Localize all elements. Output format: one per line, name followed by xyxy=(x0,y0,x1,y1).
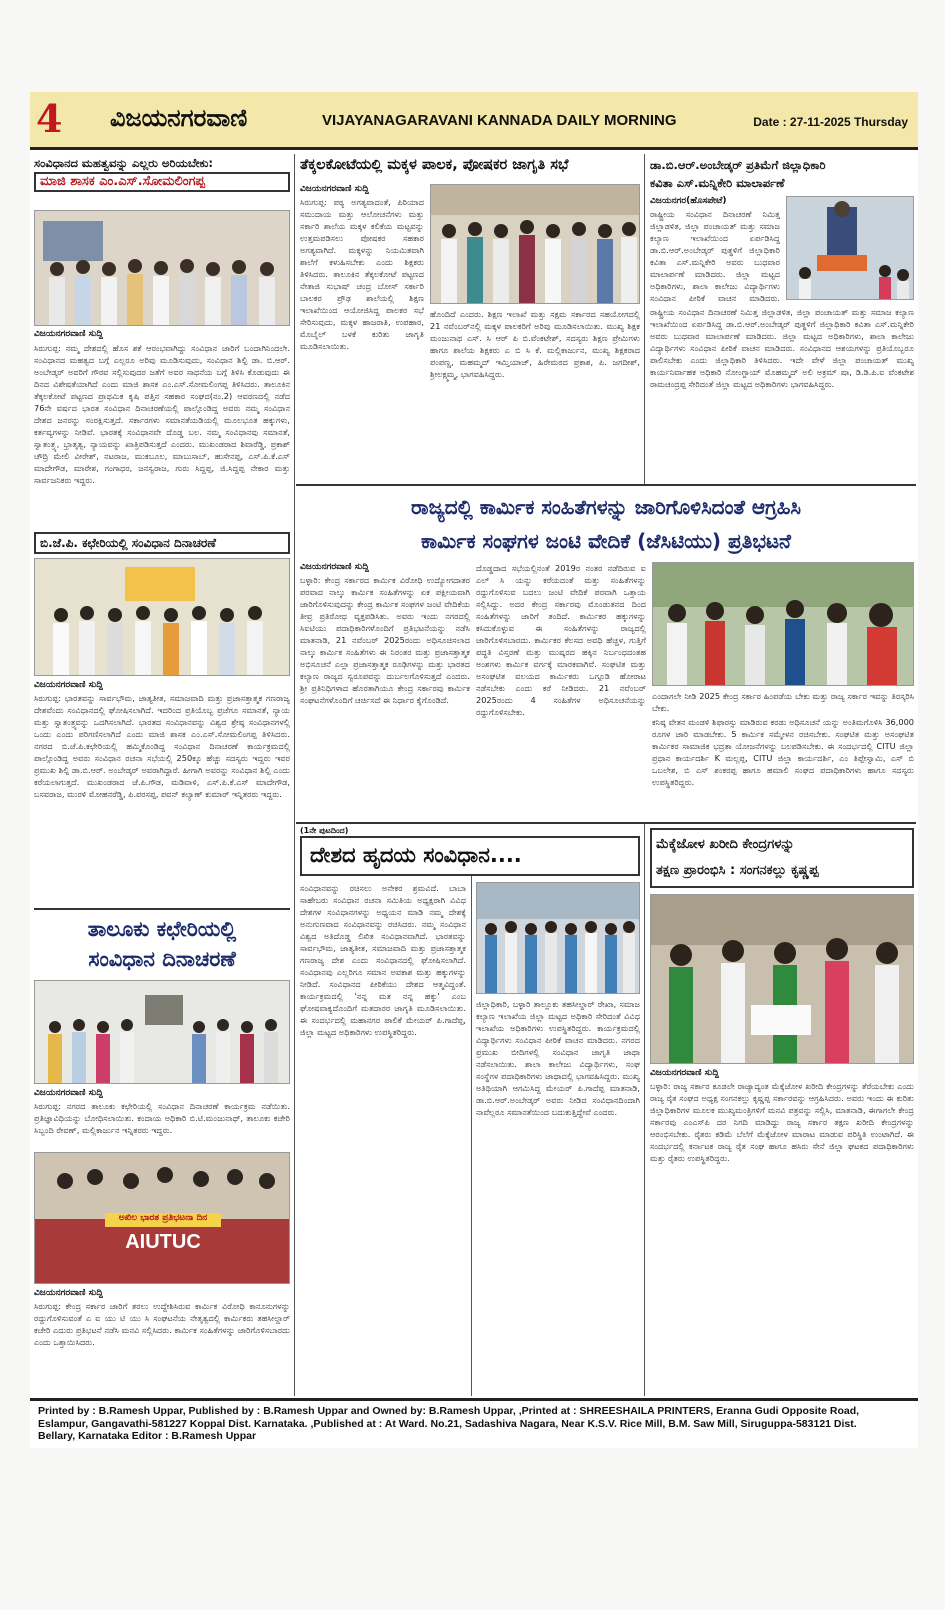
article-body: ಸಂವಿಧಾನವನ್ನು ರಚಿಸಲು ಅನೇಕರ ಶ್ರಮವಿದೆ. ಬಾಬಾ ಸಾಹೇಬರು ಸಂವಿಧಾನ ರಚನಾ ಸಮಿತಿಯ ಅಧ್ಯಕ್ಷರಾಗಿ ವಿವಿಧ ದೇಶಗಳ ಸಂವಿಧಾನಗಳನ್ನು ಅಧ್ಯಯನ ಮಾಡಿ ನಮ್ಮ ದೇಶಕ್ಕೆ ಅನುಗುಣವಾದ ಸಂವಿಧಾನವನ್ನು ರಚಿಸಿದರು. ನಮ್ಮ ಸಂವಿಧಾನ ವಿಶ್ವದ ಅತಿದೊಡ್ಡ ಲಿಖಿತ ಸಂವಿಧಾನವಾಗಿದೆ. ಭಾರತವನ್ನು ಸಾರ್ವಭೌಮ, ಜಾತ್ಯತೀತ, ಸಮಾಜವಾದಿ ಮತ್ತು ಪ್ರಜಾಸತ್ತಾತ್ಮಕ ಗಣರಾಜ್ಯ ದೇಶ ಎಂದು ಸಂವಿಧಾನದಲ್ಲಿ ಘೋಷಿಸಲಾಗಿದೆ. ಸಂವಿಧಾನವು ಎಲ್ಲರಿಗೂ ಸಮಾನ ಅವಕಾಶ ಮತ್ತು ಹಕ್ಕುಗಳನ್ನು ನೀಡಿದೆ. ಸಂವಿಧಾನದ ಪೀಠಿಕೆಯು ದೇಶದ ಆತ್ಮವಿದ್ದಂತೆ. ಕಾರ್ಯಕ್ರಮದಲ್ಲಿ 'ನನ್ನ ಮತ ನನ್ನ ಹಕ್ಕು' ಎಂಬ ಘೋಷವಾಕ್ಯದೊಂದಿಗೆ ಮತದಾರರ ಜಾಗೃತಿ ಮೂಡಿಸಲಾಯಿತು. ಈ ಸಂದರ್ಭದಲ್ಲಿ ಮಹಾನಗರ ಪಾಲಿಕೆ ಮೇಯರ್ ಪಿ.ಗಾದೆಪ್ಪ, ಜಿಲ್ಲಾ ಮಟ್ಟದ ಅಧಿಕಾರಿಗಳು ಉಪಸ್ಥಿತರಿದ್ದರು. xyxy=(300,883,466,1037)
article-body: ಸಿರುಗುಪ್ಪ: ಭಾರತವನ್ನು ಸಾರ್ವಭೌಮ, ಜಾತ್ಯತೀತ, ಸಮಾಜವಾದಿ ಮತ್ತು ಪ್ರಜಾಸತ್ತಾತ್ಮಕ ಗಣರಾಜ್ಯ ದೇಶವೆಂದು ಸಂವಿಧಾನದಲ್ಲಿ ಘೋಷಿಸಲಾಗಿದೆ. ಇದರಿಂದ ಪ್ರತಿಯೊಬ್ಬ ಪ್ರಜೆಗೂ ಸಮಾನತೆ, ನ್ಯಾಯ ಮತ್ತು ಸ್ವಾತಂತ್ರ್ಯವನ್ನು ಒದಗಿಸಲಾಗಿದೆ. ಭಾರತದ ಸಂವಿಧಾನವನ್ನು ವಿಶ್ವದ ಶ್ರೇಷ್ಠ ಸಂವಿಧಾನಗಳಲ್ಲಿ ಒಂದು ಎಂದು ಪರಿಗಣಿಸಲಾಗಿದೆ ಎಂದು ಮಾಜಿ ಶಾಸಕ ಎಂ.ಎಸ್.ಸೋಮಲಿಂಗಪ್ಪ ತಿಳಿಸಿದರು. ನಗರದ ಬಿ.ಜೆ.ಪಿ.ಕಛೇರಿಯಲ್ಲಿ ಹಮ್ಮಿಕೊಂಡಿದ್ದ ಸಂವಿಧಾನ ದಿನಾಚರಣೆ ಕಾರ್ಯಕ್ರಮದಲ್ಲಿ ಪಾಲ್ಗೊಂಡಿದ್ದ ಅವರು ಸಂವಿಧಾನ ರಚನಾ ಸಭೆಯಲ್ಲಿ 250ಕ್ಕೂ ಹೆಚ್ಚು ಸದಸ್ಯರು ಇದ್ದರು ಇವರ ಪ್ರಮುಖ ಶಿಲ್ಪಿ ಡಾ.ಬಿ.ಆರ್. ಅಂಬೇಡ್ಕರ್ ಅವರಾಗಿದ್ದಾರೆ. ಹೀಗಾಗಿ ಅವರನ್ನು ಸಂವಿಧಾನ ಶಿಲ್ಪಿ ಎಂದು ಕರೆಯಲಾಗುತ್ತದೆ. ಮುಖಂಡರಾದ ಜೆ.ಪಿ.ಗೌಡ, ಮಡಿವಾಳಿ, ಎಸ್.ಪಿ.ಕೆ.ಎಸ್ ಮಾದೇಗೌಡ, ಬಸವರಾಜ, ಮುರಳಿ ಮೋಹನರೆಡ್ಡಿ, ಪಿ.ಪರಸಪ್ಪ, ಪವನ್ ಕಲ್ಯಾಣ್ ಕುಮಾರ್ ಇನ್ನಿತರರು ಇದ್ದರು. xyxy=(34,693,290,799)
masthead xyxy=(30,92,918,150)
article-body: ಬಳ್ಳಾರಿ: ಕೇಂದ್ರ ಸರ್ಕಾರದ ಕಾರ್ಮಿಕ ವಿರೋಧಿ ಉದ್ಯೋಗದಾತರ ಪರವಾದ ನಾಲ್ಕು ಕಾರ್ಮಿಕ ಸಂಹಿತೆಗಳನ್ನು ಏಕ ಪಕ್ಷೀಯವಾಗಿ ಜಾರಿಗೊಳಿಸುವುದನ್ನು ಕೇಂದ್ರ ಕಾರ್ಮಿಕ ಸಂಘಗಳ ಜಂಟಿ ವೇದಿಕೆಯ ತೀವ್ರ ಪ್ರತಿರೋಧ ವ್ಯಕ್ತಪಡಿಸಿತು. ಅವರು ಇಂದು ನಗರದಲ್ಲಿ ಸಿಐಟಿಯು ಪದಾಧಿಕಾರಿಗಳೊಂದಿಗೆ ಪ್ರತಿಭಟನೆಯನ್ನು ನಡೆಸಿ ಮಾತನಾಡಿ, 21 ನವೆಂಬರ್ 2025ರಂದು ಅಧಿಸೂಚಿಸಲಾದ ನಾಲ್ಕು ಕಾರ್ಮಿಕ ಸಂಹಿತೆಗಳು ಈ ನಿರಂತರ ಮತ್ತು ಪ್ರಜಾಸತ್ತಾತ್ಮಕ ಅಭಿಸೂಚನೆ ಎಲ್ಲಾ ಪ್ರಜಾಸತ್ತಾತ್ಮಕ ರೂಢಿಗಳನ್ನು ಮತ್ತು ಭಾರತದ ಕಲ್ಯಾಣ ರಾಜ್ಯದ ಸ್ವರೂಪವನ್ನು ದುರ್ಬಲಗೊಳಿಸುತ್ತದೆ ಎಂದರು. ಶ್ರೀ ಪ್ರತಿನಿಧಿಗಳಾದ ಹೊರತಾಗಿಯೂ ಕೇಂದ್ರ ಸರ್ಕಾರವು ಕಾರ್ಮಿಕ ಸಂಘಟನೆಗಳೊಂದಿಗೆ ಚರ್ಚಿಸದೆ ಈ ನಿರ್ಧಾರ ಕೈಗೊಂಡಿದೆ. xyxy=(300,575,470,705)
article-dateline: ವಿಜಯನಗರವಾಣಿ ಸುದ್ದಿ xyxy=(34,1088,103,1098)
statue-photo-illustration xyxy=(787,197,914,300)
article-dateline: ವಿಜಯನಗರ(ಹೊಸಪೇಟೆ) xyxy=(650,196,727,206)
headline-line-1: ಮೆಕ್ಕೆಜೋಳ ಖರೀದಿ ಕೇಂದ್ರಗಳನ್ನು xyxy=(656,837,795,852)
column-separator xyxy=(644,822,645,1396)
column-separator xyxy=(294,154,295,484)
imprint-line-2: Eslampur, Gangavathi-581227 Koppal Dist. Karnataka. ,Published at : At Ward. No.21, Sadashiva Nagara, Near K.S.V. Rice Mill, B.M. Saw Mill, Siruguppa-583121 Dist. xyxy=(38,1417,857,1430)
article-body: ದೊಡ್ಡದಾದ ಸಭೆಯಲ್ಲಿನಂತೆ 2019ರ ನಂತರ ನಡೆದಿರುವ ಐ ಎಲ್ ಸಿ ಯನ್ನು ಕರೆಯದಂತೆ ಮತ್ತು ಸಂಹಿತೆಗಳನ್ನು ರದ್ದುಗೊಳಿಸುವ ಬದಲು ಜಂಟಿ ವೇದಿಕೆ ಪರವಾಗಿ ಒತ್ತಾಯ ಸಲ್ಲಿಸಿದ್ದು. ಅದರ ಕೇಂದ್ರ ಸರ್ಕಾರವು ಮೊಂಡುತನದ ದಿಂದ ಸಂಹಿತೆಗಳನ್ನು ಜಾರಿಗೆ ತಂದಿದೆ. ಕಾರ್ಮಿಕರ ಹಕ್ಕುಗಳನ್ನು ಕಸಿದುಕೊಳ್ಳುವ ಈ ಸಂಹಿತೆಗಳನ್ನು ರಾಜ್ಯದಲ್ಲಿ ಜಾರಿಗೊಳಿಸಬಾರದು. ಕಾರ್ಮಿಕರ ಕೆಲಸದ ಅವಧಿ ಹೆಚ್ಚಳ, ಗುತ್ತಿಗೆ ಪದ್ಧತಿ ವಿಸ್ತರಣೆ ಮತ್ತು ಮುಷ್ಕರದ ಹಕ್ಕಿನ ನಿರ್ಬಂಧದಂತಹ ಅಂಶಗಳು ಕಾರ್ಮಿಕ ವರ್ಗಕ್ಕೆ ಮಾರಕವಾಗಿವೆ. ಸಂಘಟಿತ ಮತ್ತು ಅಸಂಘಟಿತ ವಲಯದ ಕಾರ್ಮಿಕರು ಒಗ್ಗೂಡಿ ಹೋರಾಟ ನಡೆಸಬೇಕು ಎಂದು ಕರೆ ನೀಡಿದರು. 21 ನವೆಂಬರ್ 2025ರಂದು 4 ಸಂಹಿತೆಗಳ ಅಧಿಸೂಚನೆಯನ್ನು ರದ್ದುಗೊಳಿಸಬೇಕು. xyxy=(476,563,646,717)
article-body: ಸಿರುಗುಪ್ಪ: ಪಠ್ಯ ಅಗತ್ಯವಾದಂತೆ, ಪಿಠಿಯಾದ ಸಮುದಾಯ ಮತ್ತು ಆಲೋಚನೆಗಳು ಮತ್ತು ಸರ್ಕಾರಿ ಶಾಲೆಯ ಮಕ್ಕಳ ಕಲಿಕೆಯ ಮಟ್ಟವನ್ನು ಉತ್ತಮಪಡಿಸಲು ಪೋಷಕರ ಸಹಕಾರ ಅಗತ್ಯವಾಗಿದೆ. ಮಕ್ಕಳನ್ನು ನಿಯಮಿತವಾಗಿ ಶಾಲೆಗೆ ಕಳುಹಿಸಬೇಕು ಎಂದು ಶಿಕ್ಷಕರು ತಿಳಿಸಿದರು. ತಾಲೂಕಿನ ತೆಕ್ಕಲಕೋಟೆ ಪಟ್ಟಣದ ನೇತಾಜಿ ಸುಭಾಷ್ ಚಂದ್ರ ಬೋಸ್ ಸರ್ಕಾರಿ ಬಾಲಕರ ಪ್ರೌಢ ಶಾಲೆಯಲ್ಲಿ ಶಿಕ್ಷಣ ಇಲಾಖೆಯಿಂದ ಆಯೋಜಿಸಿದ್ದ ಪಾಲಕರ ಸಭೆ ಸೇರಿಸುವುದು, ಮಕ್ಕಳ ಹಾಜರಾತಿ, ಉಪಹಾರ, ಮೊಬೈಲ್ ಬಳಕೆ ಕುರಿತು ಜಾಗೃತಿ ಮೂಡಿಸಲಾಯಿತು. xyxy=(300,197,424,351)
group-photo-illustration xyxy=(35,211,290,326)
article-body: ಸಿರುಗುಪ್ಪ: ನಮ್ಮ ದೇಶದಲ್ಲಿ ಹೊಸ ಶಕೆ ಆರಂಭವಾಗಿದ್ದು ಸಂವಿಧಾನ ಜಾರಿಗೆ ಬಂದಾಗಿನಿಂದಲೇ. ಸಂವಿಧಾನದ ಮಹತ್ವದ ಬಗ್ಗೆ ಎಲ್ಲರೂ ಅರಿವು ಮೂಡಿಸುವುದು, ಸಂವಿಧಾನ ಶಿಲ್ಪಿ ಡಾ. ಬಿ.ಆರ್. ಅಂಬೇಡ್ಕರ್ ಅವರಿಗೆ ಗೌರವ ಸಲ್ಲಿಸುವುದರ ಜತೆಗೆ ಅವರ ಸಾಧನೆಯ ಬಗ್ಗೆ ತಿಳಿಸಿ ಕೊಡುವುದು ಈ ದಿನದ ವಿಶೇಷತೆಯಾಗಿದೆ ಎಂದು ಮಾಜಿ ಶಾಸಕ ಎಂ.ಎಸ್.ಸೋಮಲಿಂಗಪ್ಪ ತಿಳಿಸಿದರು. ತಾಲೂಕಿನ ತೆಕ್ಕಲಕೋಟೆ ಪಟ್ಟಣದ ಪ್ರಾಥಮಿಕ ಕೃಷಿ ಪತ್ತಿನ ಸಹಕಾರ ಸಂಘದ(ನಂ.2) ಆವರಣದಲ್ಲಿ ನಡೆದ 76ನೇ ವರ್ಷದ ಭಾರತ ಸಂವಿಧಾನ ದಿನಾಚರಣೆಯಲ್ಲಿ ಪಾಲ್ಗೊಂಡಿದ್ದ ಅವರು ನಮ್ಮ ಸಂವಿಧಾನ ದೇಶದ ಜನರನ್ನು ಸಂರಕ್ಷಿಸುತ್ತದೆ. ಸರ್ಕಾರಗಳು ಸಮಾನತೆಯಡಿಯಲ್ಲಿ ಮೂಲಭೂತ ಹಕ್ಕುಗಳು, ಕರ್ತವ್ಯಗಳನ್ನು ನೀಡಿವೆ. ಭಾರತಕ್ಕೆ ಸಂವಿಧಾನವೇ ದೊಡ್ಡ ಬಲ. ನಮ್ಮ ಸಂವಿಧಾನವು ಸಮಾನತೆ, ಸ್ವಾತಂತ್ರ್ಯ, ಭ್ರಾತೃತ್ವ, ನ್ಯಾಯವನ್ನು ಖಾತ್ರಿಪಡಿಸುತ್ತದೆ ಎಂದರು. ಮುಖಂಡರಾದ ಶಿವಾರೆಡ್ಡಿ, ಪ್ರಕಾಶ್ ಚೌದ್ರಿ ಮೇಲಿ ವೀರೇಶ್, ನಟರಾಜ, ಮುಕಬೂಲ, ಮಾಬುಸಾಬ್, ಹುಸೇನಪ್ಪ, ಎಸ್.ಪಿ.ಕೆ.ಎಸ್ ಮಾದೇಗೌಡ, ಮಾರೇಶ, ಗಂಗಾಧರ, ಜನಸ್ವರಾಜ, ಗುರು ಸಿದ್ದಪ್ಪ, ಜಿ.ಸಿದ್ದಪ್ಪ ನೇಕಾರ ಮತ್ತು ಸಾರ್ವಜನಿಕರು ಇದ್ದರು. xyxy=(34,343,290,485)
imprint-line-1: Printed by : B.Ramesh Uppar, Published by : B.Ramesh Uppar and Owned by: B.Ramesh Uppar, ,Printed at : SHREESHAILA PRINTERS, Eranna Gudi Opposite Road, xyxy=(38,1405,860,1417)
headline-line-2: ಕವಿತಾ ಎಸ್.ಮನ್ನಿಕೇರಿ ಮಾಲಾರ್ಪಣೆ xyxy=(650,176,785,190)
headline-line-1: ತಾಲೂಕು ಕಛೇರಿಯಲ್ಲಿ xyxy=(87,917,237,941)
article-headline: ತೆಕ್ಕಲಕೋಟೆಯಲ್ಲಿ ಮಕ್ಕಳ ಪಾಲಕ, ಪೋಷಕರ ಜಾಗೃತಿ ಸಭೆ xyxy=(300,157,569,173)
article-headline: ದೇಶದ ಹೃದಯ ಸಂವಿಧಾನ.... xyxy=(300,836,640,876)
headline-line-2: ಕಾರ್ಮಿಕ ಸಂಘಗಳ ಜಂಟಿ ವೇದಿಕೆ (ಜೆಸಿಟಿಯು) ಪ್ರತಿಭಟನೆ xyxy=(421,529,791,553)
article-body: ಸಿರುಗುಪ್ಪ: ನಗರದ ತಾಲೂಕು ಕಛೇರಿಯಲ್ಲಿ ಸಂವಿಧಾನ ದಿನಾಚರಣೆ ಕಾರ್ಯಕ್ರಮ ನಡೆಯಿತು. ಪ್ರತಿಜ್ಞಾವಿಧಿಯನ್ನು ಬೋಧಿಸಲಾಯಿತು. ಕಂದಾಯ ಅಧಿಕಾರಿ ಬಿ.ಟಿ.ಮಂಜುನಾಥ್, ತಾಲೂಕು ಕಚೇರಿ ಸಿಬ್ಬಂದಿ ರೇವಣ್, ಮಲ್ಲಿಕಾರ್ಜುನ ಇನ್ನಿತರರು ಇದ್ದರು. xyxy=(34,1101,290,1135)
article-body: ಕನಿಷ್ಠ ವೇತನ ಮಂಡಳಿ ಶಿಫಾರಸ್ಸು ಮಾಡಿರುವ ಕರಡು ಅಧಿಸೂಚನೆ ಯನ್ನು ಅಂತಿಮಗೊಳಿಸಿ 36,000 ರೂಗಳ ಜಾರಿ ಮಾಡಬೇಕು. 5 ಕಾರ್ಮಿಕ ಸಮ್ಮೇಳನ ರಚಿಸಬೇಕು. ಸಂಘಟಿತ ಮತ್ತು ಅಸಂಘಟಿತ ಕಾರ್ಮಿಕರ ಸಾಮಾಜಿಕ ಭದ್ರತಾ ಯೋಜನೆಗಳನ್ನು ಬಲಪಡಿಸಬೇಕು. ಈ ಸಂದರ್ಭದಲ್ಲಿ CITU ಜಿಲ್ಲಾ ಪ್ರಧಾನ ಕಾರ್ಯದರ್ಶಿ K ಮಲ್ಲಪ್ಪ, CITU ಜಿಲ್ಲಾ ಕಾರ್ಯದರ್ಶಿ, ಎಂ ತಿಪ್ಪೇಸ್ವಾಮಿ, ಎಸ್ ಬಿ ಒಬಲೇಶ, ಬಿ ಎಸ್ ಶಂಕರಪ್ಪ ಹಾಗೂ ಹಮಾಲಿ ಸಂಘದ ಪದಾಧಿಕಾರಿಗಳು ಹಾಗೂ ಸದಸ್ಯರು ಉಪಸ್ಥಿತರಿದ್ದರು. xyxy=(652,717,914,787)
article-headline: ಸಂವಿಧಾನದ ಮಹತ್ವವನ್ನು ಎಲ್ಲರು ಅರಿಯಬೇಕು: xyxy=(34,156,213,170)
article-body: ಜಿಲ್ಲಾಧಿಕಾರಿ, ಬಳ್ಳಾರಿ ತಾಲ್ಲೂಕು ತಹಸೀಲ್ದಾರ್ ರೇಖಾ, ಸಮಾಜ ಕಲ್ಯಾಣ ಇಲಾಖೆಯ ಜಿಲ್ಲಾ ಮಟ್ಟದ ಅಧಿಕಾರಿ ಸೇರಿದಂತೆ ವಿವಿಧ ಇಲಾಖೆಯ ಅಧಿಕಾರಿಗಳು ಉಪಸ್ಥಿತರಿದ್ದರು. ಕಾರ್ಯಕ್ರಮದಲ್ಲಿ ವಿದ್ಯಾರ್ಥಿಗಳು ಸಂವಿಧಾನ ಪೀಠಿಕೆ ವಾಚನ ಮಾಡಿದರು. ನಗರದ ಪ್ರಮುಖ ಬೀದಿಗಳಲ್ಲಿ ಸಂವಿಧಾನ ಜಾಗೃತಿ ಜಾಥಾ ನಡೆಸಲಾಯಿತು. ಶಾಲಾ ಕಾಲೇಜು ವಿದ್ಯಾರ್ಥಿಗಳು, ಸಂಘ ಸಂಸ್ಥೆಗಳ ಪದಾಧಿಕಾರಿಗಳು ಜಾಥಾದಲ್ಲಿ ಭಾಗವಹಿಸಿದ್ದರು. ಮುಖ್ಯ ಅತಿಥಿಯಾಗಿ ಆಗಮಿಸಿದ್ದ ಮೇಯರ್ ಪಿ.ಗಾದೆಪ್ಪ ಮಾತನಾಡಿ, ಡಾ.ಬಿ.ಆರ್.ಅಂಬೇಡ್ಕರ್ ಅವರು ನೀಡಿದ ಸಂವಿಧಾನದಿಂದಾಗಿ ನಾವೆಲ್ಲರೂ ಸಮಾನತೆಯಿಂದ ಬದುಕುತ್ತಿದ್ದೇವೆ ಎಂದರು. xyxy=(476,999,640,1117)
article-headline: ಬಿ.ಜೆ.ಪಿ. ಕಛೇರಿಯಲ್ಲಿ ಸಂವಿಧಾನ ದಿನಾಚರಣೆ xyxy=(34,532,290,554)
article-headline xyxy=(650,828,914,888)
article-headline xyxy=(296,490,916,558)
page-number: 4 xyxy=(36,96,63,141)
article-headline xyxy=(34,914,290,974)
article-body: ಹೊಂದಿದೆ ಎಂದರು. ಶಿಕ್ಷಣ ಇಲಾಖೆ ಮತ್ತು ಸಕ್ಷಮ ಸರ್ಕಾರದ ಸಹಯೋಗದಲ್ಲಿ 21 ನವೆಂಬರ್‌ನಲ್ಲಿ ಮಕ್ಕಳ ಪಾಲಕರಿಗೆ ಅರಿವು ಮೂಡಿಸಲಾಯಿತು. ಮುಖ್ಯ ಶಿಕ್ಷಕ ಮಂಜುನಾಥ ಎಸ್. ಸಿ ಆರ್ ಪಿ ಬಿ.ವೆಂಕಟೇಶ್, ಸದಸ್ಯರು ಶಿಕ್ಷಣ ಪ್ರೇಮಿಗಳು ಹಾಗೂ ಶಾಲೆಯ ಶಿಕ್ಷಕರು ಎ ಬಿ ಸಿ ಕೆ. ಮಲ್ಲಿಕಾರ್ಜುನ, ಮುಖ್ಯ ಶಿಕ್ಷಕರಾದ ಪಂಪಣ್ಣ, ಮಹಮ್ಮದ್ ಇಮ್ತಿಯಾಜ್, ಹಿರೇಮಠದ ಪ್ರಕಾಶ, ಪಿ. ಜಗದೀಶ್, ಶ್ರೀಲಕ್ಷ್ಮಮ್ಮ, ಭಾಗವಹಿಸಿದ್ದರು. xyxy=(430,309,640,379)
imprint-line-3: Bellary, Karnataka Editor : B.Ramesh Uppar xyxy=(38,1430,257,1442)
section-divider xyxy=(296,822,916,824)
masthead-date: Date : 27-11-2025 Thursday xyxy=(753,115,908,129)
article-dateline: ವಿಜಯನಗರವಾಣಿ ಸುದ್ದಿ xyxy=(300,184,369,194)
article-photo xyxy=(786,196,914,300)
article-photo xyxy=(476,882,640,994)
column-separator xyxy=(294,484,295,1396)
article-body: ಸಿರುಗುಪ್ಪ: ಕೇಂದ್ರ ಸರ್ಕಾರ ಜಾರಿಗೆ ತರಲು ಉದ್ದೇಶಿಸಿರುವ ಕಾರ್ಮಿಕ ವಿರೋಧಿ ಕಾನೂನುಗಳನ್ನು ರದ್ದುಗೊಳಿಸುವಂತೆ ಎ ಐ ಯು ಟಿ ಯು ಸಿ ಸಂಘಟನೆಯ ನೇತೃತ್ವದಲ್ಲಿ ಕಾರ್ಮಿಕರು ತಹಸೀಲ್ದಾರ್ ಕಚೇರಿ ಎದುರು ಪ್ರತಿಭಟನೆ ನಡೆಸಿ ಮನವಿ ಸಲ್ಲಿಸಿದರು. ಕಾರ್ಮಿಕ ಸಂಹಿತೆಗಳನ್ನು ಜಾರಿಗೊಳಿಸಬಾರದು ಎಂದು ಒತ್ತಾಯಿಸಿದರು. xyxy=(34,1301,290,1347)
article-photo xyxy=(34,980,290,1084)
section-divider xyxy=(34,908,290,910)
article-photo xyxy=(34,558,290,676)
masthead-title: ವಿಜಯನಗರವಾಣಿ xyxy=(110,104,248,132)
rally-photo-illustration xyxy=(477,883,640,994)
group-photo-illustration xyxy=(35,981,290,1084)
group-photo-illustration xyxy=(35,559,290,676)
article-constitution-importance xyxy=(34,156,290,192)
farmers-photo-illustration xyxy=(651,895,914,1064)
section-divider xyxy=(296,484,916,486)
article-body-continued: ರಾಷ್ಟ್ರೀಯ ಸಂವಿಧಾನ ದಿನಾಚರಣೆ ನಿಮಿತ್ತ ಜಿಲ್ಲಾಡಳಿತ, ಜಿಲ್ಲಾ ಪಂಚಾಯತ್ ಮತ್ತು ಸಮಾಜ ಕಲ್ಯಾಣ ಇಲಾಖೆಯಿಂದ ಏರ್ಪಡಿಸಿದ್ದ ಡಾ.ಬಿ.ಆರ್.ಅಂಬೇಡ್ಕರ್ ಪುತ್ಥಳಿಗೆ ಜಿಲ್ಲಾಧಿಕಾರಿ ಕವಿತಾ ಎಸ್.ಮನ್ನಿಕೇರಿ ಅವರು ಬುಧವಾರ ಮಾಲಾರ್ಪಣೆ ಮಾಡಿದರು. ಜಿಲ್ಲಾ ಮಟ್ಟದ ಅಧಿಕಾರಿಗಳು, ಶಾಲಾ ಕಾಲೇಜು ವಿದ್ಯಾರ್ಥಿಗಳು ಸಂವಿಧಾನ ಪೀಠಿಕೆ ವಾಚನ ಮಾಡಿದರು. ಸಂವಿಧಾನದ ಆಶಯಗಳನ್ನು ಪ್ರತಿಯೊಬ್ಬರೂ ಪಾಲಿಸಬೇಕು ಎಂದು ಜಿಲ್ಲಾಧಿಕಾರಿ ತಿಳಿಸಿದರು. ಇದೇ ವೇಳೆ ಜಿಲ್ಲಾ ಪಂಚಾಯತ್ ಮುಖ್ಯ ಕಾರ್ಯನಿರ್ವಾಹಕ ಅಧಿಕಾರಿ ನೋಂಗ್ಜಾಯ್ ಮೊಹಮ್ಮದ್ ಅಲಿ ಅಕ್ರಮ್ ಷಾ, ಡಿ.ಡಿ.ಪಿ.ಐ ವೆಂಕಟೇಶ ರಾಮಚಂದ್ರಪ್ಪ ಸೇರಿದಂತೆ ಜಿಲ್ಲಾ ಮಟ್ಟದ ಅಧಿಕಾರಿಗಳು ಭಾಗವಹಿಸಿದ್ದರು. xyxy=(650,307,914,389)
protest-photo-illustration xyxy=(653,563,914,686)
newspaper-page xyxy=(30,92,918,1448)
article-photo xyxy=(650,894,914,1064)
column-separator xyxy=(644,154,645,484)
article-subheadline: ಮಾಜಿ ಶಾಸಕ ಎಂ.ಎಸ್.ಸೋಮಲಿಂಗಪ್ಪ xyxy=(34,172,290,192)
article-dateline: ವಿಜಯನಗರವಾಣಿ ಸುದ್ದಿ xyxy=(34,1288,103,1298)
headline-line-1: ರಾಜ್ಯದಲ್ಲಿ ಕಾರ್ಮಿಕ ಸಂಹಿತೆಗಳನ್ನು ಜಾರಿಗೊಳಿಸಿದಂತೆ ಆಗ್ರಹಿಸಿ xyxy=(410,495,802,519)
article-body: ರಾಷ್ಟ್ರೀಯ ಸಂವಿಧಾನ ದಿನಾಚರಣೆ ನಿಮಿತ್ತ ಜಿಲ್ಲಾಡಳಿತ, ಜಿಲ್ಲಾ ಪಂಚಾಯತ್ ಮತ್ತು ಸಮಾಜ ಕಲ್ಯಾಣ ಇಲಾಖೆಯಿಂದ ಏರ್ಪಡಿಸಿದ್ದ ಡಾ.ಬಿ.ಆರ್.ಅಂಬೇಡ್ಕರ್ ಪುತ್ಥಳಿಗೆ ಜಿಲ್ಲಾಧಿಕಾರಿ ಕವಿತಾ ಎಸ್.ಮನ್ನಿಕೇರಿ ಅವರು ಬುಧವಾರ ಮಾಲಾರ್ಪಣೆ ಮಾಡಿದರು. ಜಿಲ್ಲಾ ಮಟ್ಟದ ಅಧಿಕಾರಿಗಳು, ಶಾಲಾ ಕಾಲೇಜು ವಿದ್ಯಾರ್ಥಿಗಳು ಸಂವಿಧಾನ ಪೀಠಿಕೆ ವಾಚನ ಮಾಡಿದರು. xyxy=(650,209,780,302)
photo-caption: ಎಂದಾಗಲೇ ನೀಡಿ 2025 ಕೇಂದ್ರ ಸರ್ಕಾರ ಹಿಂಪಡೆಯ ಬೇಕು ಮತ್ತು ರಾಜ್ಯ ಸರ್ಕಾರ ಇವನ್ನು ತಿರಸ್ಕರಿಸಿ ಬೇಕು. xyxy=(652,691,914,713)
group-photo-illustration xyxy=(431,185,640,304)
headline-line-2: ತಕ್ಷಣ ಪ್ರಾರಂಭಿಸಿ : ಸಂಗನಕಲ್ಲು ಕೃಷ್ಣಪ್ಪ xyxy=(656,863,819,878)
article-headline xyxy=(650,156,914,192)
masthead-subtitle: VIJAYANAGARAVANI KANNADA DAILY MORNING xyxy=(322,112,677,129)
headline-line-2: ಸಂವಿಧಾನ ದಿನಾಚರಣೆ xyxy=(88,947,236,971)
protest-photo xyxy=(34,1152,290,1284)
banner-text: ಅಖಿಲ ಭಾರತ ಪ್ರತಿಭಟನಾ ದಿನ xyxy=(105,1213,221,1227)
article-dateline: ವಿಜಯನಗರವಾಣಿ ಸುದ್ದಿ xyxy=(34,329,103,339)
article-dateline: ವಿಜಯನಗರವಾಣಿ ಸುದ್ದಿ xyxy=(300,562,369,572)
article-dateline: ವಿಜಯನಗರವಾಣಿ ಸುದ್ದಿ xyxy=(34,680,103,690)
headline-line-1: ಡಾ.ಬಿ.ಆರ್.ಅಂಬೇಡ್ಕರ್ ಪ್ರತಿಮೆಗೆ ಜಿಲ್ಲಾಧಿಕಾರಿ xyxy=(650,158,826,172)
article-body: ಬಳ್ಳಾರಿ: ರಾಜ್ಯ ಸರ್ಕಾರ ಕೂಡಲೇ ರಾಜ್ಯಾದ್ಯಂತ ಮೆಕ್ಕೆಜೋಳ ಖರೀದಿ ಕೇಂದ್ರಗಳನ್ನು ತೆರೆಯಬೇಕು ಎಂದು ರಾಜ್ಯ ರೈತ ಸಂಘದ ಅಧ್ಯಕ್ಷ ಸಂಗನಕಲ್ಲು ಕೃಷ್ಣಪ್ಪ ಸರ್ಕಾರವನ್ನು ಆಗ್ರಹಿಸಿದರು. ಅವರು ಇಂದು ಈ ಕುರಿತು ಜಿಲ್ಲಾಧಿಕಾರಿಗಳ ಮೂಲಕ ಮುಖ್ಯಮಂತ್ರಿಗಳಿಗೆ ಮನವಿ ಪತ್ರವನ್ನು ಸಲ್ಲಿಸಿ, ಮಾತನಾಡಿ, ಈಗಾಗಲೇ ಕೇಂದ್ರ ಸರ್ಕಾರವು ಎಂಎಸ್‌ಪಿ ದರ ನಿಗದಿ ಮಾಡಿದ್ದು ರಾಜ್ಯ ಸರ್ಕಾರ ತಕ್ಷಣ ಖರೀದಿ ಕೇಂದ್ರಗಳನ್ನು ಆರಂಭಿಸಬೇಕು. ರೈತರು ಕಡಿಮೆ ಬೆಲೆಗೆ ಮೆಕ್ಕೆಜೋಳ ಮಾರಾಟ ಮಾಡುವ ಪರಿಸ್ಥಿತಿ ಉಂಟಾಗಿದೆ. ಈ ಸಂದರ್ಭದಲ್ಲಿ ಕರ್ನಾಟಕ ರಾಜ್ಯ ರೈತ ಸಂಘ ಹಾಗೂ ಹಸಿರು ಸೇನೆ ಜಿಲ್ಲಾ ಘಟಕದ ಪದಾಧಿಕಾರಿಗಳು ಮತ್ತು ರೈತರು ಉಪಸ್ಥಿತರಿದ್ದರು. xyxy=(650,1081,914,1163)
banner-logo-text: AIUTUC xyxy=(125,1231,201,1253)
continued-label: (1ನೇ ಪುಟದಿಂದ) xyxy=(300,826,349,835)
column-separator xyxy=(471,852,472,1396)
article-photo xyxy=(34,210,290,326)
article-photo xyxy=(652,562,914,686)
imprint-footer xyxy=(30,1398,918,1448)
article-dateline: ವಿಜಯನಗರವಾಣಿ ಸುದ್ದಿ xyxy=(650,1068,719,1078)
article-photo xyxy=(430,184,640,304)
